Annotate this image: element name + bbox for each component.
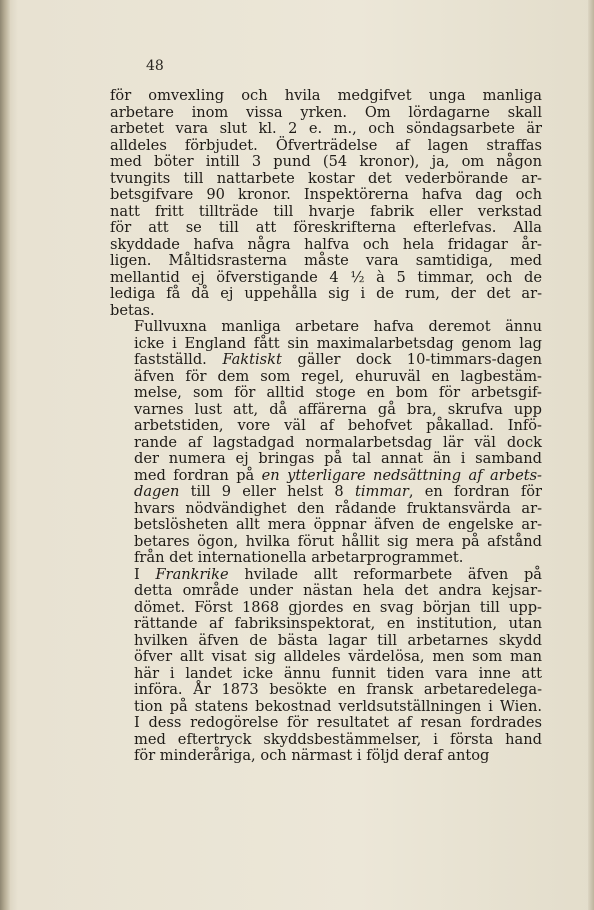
text-line: dömet. Först 1868 gjordes en svag början till upp-: [134, 598, 542, 616]
text-line: rättande af fabriksinspektorat, en institution, utan: [134, 615, 542, 632]
text-line: I dess redogörelse för resultatet af resan fordrades: [134, 714, 542, 731]
text-line: betslösheten allt mera öppnar äfven de engelske ar-: [134, 516, 542, 533]
text-line: hvars nödvändighet den rådande fruktansvärda ar-: [134, 499, 542, 517]
text-line: betares ögon, hvilka förut hållit sig mera på afstånd: [134, 532, 542, 550]
text-line: skyddade hafva några halfva och hela fridagar år-: [110, 235, 542, 253]
text-line: arbetstiden, vore väl af behofvet påkallad. Infö-: [134, 417, 542, 434]
text-line: dagen till 9 eller helst 8 timmar, en fordran för: [134, 483, 542, 500]
text-line: äfven för dem som regel, ehuruväl en lagbestäm-: [134, 367, 542, 385]
text-line: här i landet icke ännu funnit tiden vara inne att: [134, 664, 542, 682]
text-line: arbetare inom vissa yrken. Om lördagarne skall: [110, 103, 542, 121]
text-line: der numera ej bringas på tal annat än i samband: [134, 450, 542, 467]
text-line: hvilken äfven de bästa lagar till arbetarnes skydd: [134, 631, 542, 649]
body-text: [110, 88, 542, 765]
text-line: betas.: [110, 301, 155, 319]
page-number: 48: [146, 58, 164, 74]
text-line: betsgifvare 90 kronor. Inspektörerna hafva dag och: [110, 186, 542, 203]
text-line: detta område under nästan hela det andra kejsar-: [134, 582, 542, 599]
text-line: rande af lagstadgad normalarbetsdag lär väl dock: [134, 433, 542, 451]
text-line: icke i England fått sin maximalarbetsdag genom lag: [134, 334, 542, 352]
text-line: med böter intill 3 pund (54 kronor), ja, om någon: [110, 153, 542, 170]
paragraph-1: [110, 88, 542, 319]
text-line: alldeles förbjudet. Öfverträdelse af lagen straffas: [110, 136, 542, 154]
text-line: natt fritt tillträde till hvarje fabrik eller verkstad: [110, 202, 542, 220]
text-line: för minderåriga, och närmast i följd deraf antog: [134, 747, 490, 764]
text-line: öfver allt visat sig alldeles värdelösa, men som man: [134, 648, 542, 665]
text-line: med eftertryck skyddsbestämmelser, i första hand: [134, 730, 542, 748]
page-edge: [588, 0, 594, 910]
text-line: tion på statens bekostnad verldsutställningen i Wien.: [134, 697, 542, 715]
text-line: fastställd. Faktiskt gäller dock 10-timmars-dagen: [134, 351, 543, 368]
text-line: från det internationella arbetarprogrammet.: [134, 549, 464, 566]
text-line: för omvexling och hvila medgifvet unga manliga: [110, 87, 542, 104]
text-line: I Frankrike hvilade allt reformarbete äfven på: [134, 565, 542, 583]
text-line: för att se till att föreskrifterna efterlefvas. Alla: [110, 219, 542, 236]
book-spine-shadow: [0, 0, 10, 910]
text-line: med fordran på en ytterligare nedsättning af arbets-: [134, 466, 542, 484]
paragraph-2: [110, 319, 542, 567]
text-line: mellantid ej öfverstigande 4 ½ à 5 timmar, och de: [110, 268, 542, 286]
text-line: Fullvuxna manliga arbetare hafva deremot ännu: [134, 318, 542, 335]
paragraph-3: [110, 567, 542, 765]
text-line: ligen. Måltidsrasterna måste vara samtidiga, med: [110, 252, 542, 269]
text-line: tvungits till nattarbete kostar det vederbörande ar-: [110, 169, 542, 187]
text-line: varnes lust att, då affärerna gå bra, skrufva upp: [134, 400, 542, 418]
text-line: införa. År 1873 besökte en fransk arbetaredelega-: [134, 681, 542, 698]
text-line: lediga få då ej uppehålla sig i de rum, der det ar-: [110, 285, 542, 302]
text-line: melse, som för alltid stoge en bom för arbetsgif-: [134, 384, 542, 401]
text-line: arbetet vara slut kl. 2 e. m., och söndagsarbete är: [110, 120, 542, 137]
